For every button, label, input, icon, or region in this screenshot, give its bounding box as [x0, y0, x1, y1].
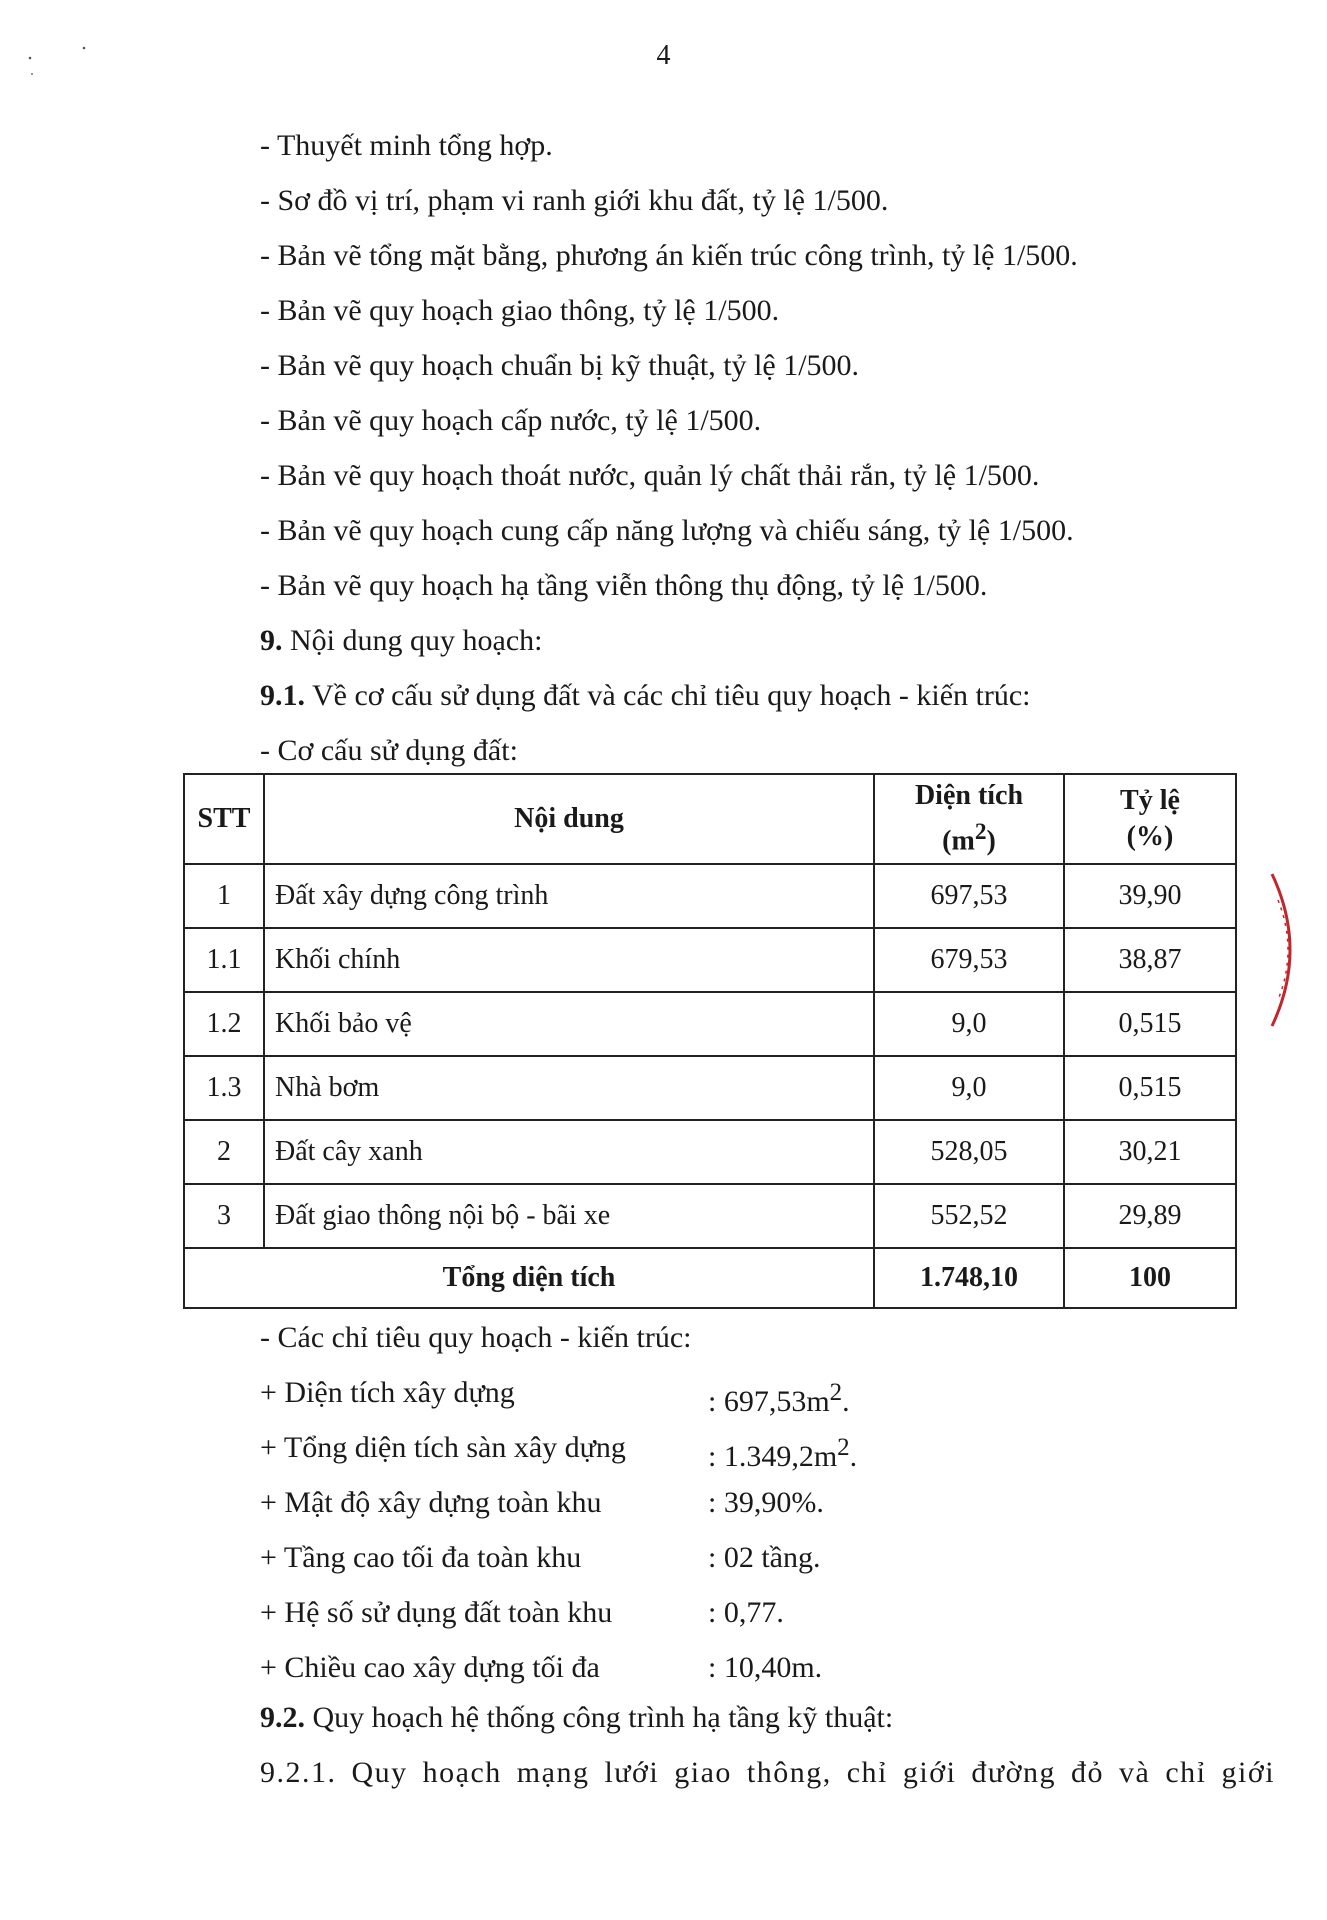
header-ratio [1064, 774, 1236, 864]
cell-area: 528,05 [874, 1120, 1064, 1184]
header-ratio-label: Tỷ lệ [1120, 785, 1180, 816]
table-row [184, 992, 1236, 1056]
red-stamp-seal [1268, 870, 1308, 1030]
indicator-value-tail: . [842, 1385, 850, 1418]
indicator-label: + Chiều cao xây dựng tối đa [260, 1651, 600, 1684]
header-content: Nội dung [264, 774, 874, 864]
header-area-unit-sup: 2 [974, 819, 987, 846]
section-number: 9.1. [260, 679, 305, 712]
section-heading-9-2 [260, 1690, 1240, 1745]
indicators-section [260, 1310, 1240, 1695]
indicator-label: + Tầng cao tối đa toàn khu [260, 1541, 582, 1574]
total-ratio: 100 [1064, 1248, 1236, 1308]
indicator-value-tail: . [849, 1440, 858, 1473]
table-row [184, 864, 1236, 928]
cell-area: 9,0 [874, 1056, 1064, 1120]
cell-stt: 3 [184, 1184, 264, 1248]
list-item: - Bản vẽ quy hoạch chuẩn bị kỹ thuật, tỷ lệ 1/500. [260, 349, 860, 382]
list-item: - Bản vẽ quy hoạch cung cấp năng lượng và chiếu sáng, tỷ lệ 1/500. [260, 514, 1074, 547]
indicator-value: : 02 tầng. [708, 1541, 821, 1574]
list-item: - Sơ đồ vị trí, phạm vi ranh giới khu đất, tỷ lệ 1/500. [260, 184, 889, 217]
indicator-label: + Mật độ xây dựng toàn khu [260, 1486, 602, 1519]
cell-area: 552,52 [874, 1184, 1064, 1248]
header-stt: STT [184, 774, 264, 864]
table-row [184, 928, 1236, 992]
scan-specks [22, 40, 102, 80]
cell-content: Đất giao thông nội bộ - bãi xe [264, 1184, 874, 1248]
indicator-row [260, 1420, 1240, 1475]
header-ratio-unit: (%) [1126, 821, 1174, 852]
indicator-label: + Diện tích xây dựng [260, 1376, 515, 1409]
indicator-row [260, 1530, 1240, 1585]
cell-stt: 1 [184, 864, 264, 928]
cell-area: 697,53 [874, 864, 1064, 928]
section-heading-9-1 [260, 668, 1240, 723]
header-area-unit: (m [942, 825, 975, 857]
section-heading-9-2-1: 9.2.1. Quy hoạch mạng lưới giao thông, chỉ giới đường đỏ và chỉ giới [260, 1756, 1276, 1789]
cell-content: Nhà bơm [264, 1056, 874, 1120]
indicator-row [260, 1585, 1240, 1640]
header-area [874, 774, 1064, 864]
cell-ratio: 39,90 [1064, 864, 1236, 928]
table-header-row [184, 774, 1236, 864]
indicator-value-sup: 2 [837, 1434, 850, 1461]
cell-area: 9,0 [874, 992, 1064, 1056]
list-item: - Bản vẽ quy hoạch giao thông, tỷ lệ 1/500. [260, 294, 780, 327]
section-number: 9. [260, 624, 283, 657]
cell-content: Đất cây xanh [264, 1120, 874, 1184]
cell-ratio: 38,87 [1064, 928, 1236, 992]
indicator-value: : 0,77. [708, 1596, 784, 1629]
indicator-value: : 39,90%. [708, 1486, 824, 1519]
cell-stt: 2 [184, 1120, 264, 1184]
section-title: Nội dung quy hoạch: [282, 624, 543, 657]
list-item: - Bản vẽ quy hoạch cấp nước, tỷ lệ 1/500. [260, 404, 762, 437]
table-row [184, 1184, 1236, 1248]
cell-content: Khối chính [264, 928, 874, 992]
indicator-value: : 10,40m. [708, 1651, 823, 1684]
indicator-row [260, 1365, 1240, 1420]
cell-stt: 1.3 [184, 1056, 264, 1120]
list-item: - Bản vẽ quy hoạch thoát nước, quản lý chất thải rắn, tỷ lệ 1/500. [260, 459, 1040, 492]
table-total-row [184, 1248, 1236, 1308]
indicator-label: + Hệ số sử dụng đất toàn khu [260, 1596, 613, 1629]
section-title: Quy hoạch hệ thống công trình hạ tầng kỹ thuật: [305, 1701, 894, 1734]
cell-ratio: 30,21 [1064, 1120, 1236, 1184]
cell-stt: 1.1 [184, 928, 264, 992]
page-number: 4 [656, 40, 671, 71]
table-row [184, 1056, 1236, 1120]
list-item: - Bản vẽ quy hoạch hạ tầng viễn thông thụ động, tỷ lệ 1/500. [260, 569, 988, 602]
indicator-value-text: : 1.349,2m [708, 1440, 838, 1473]
section-heading-9 [260, 613, 1240, 668]
continuation-section [260, 1690, 1276, 1800]
total-area: 1.748,10 [874, 1248, 1064, 1308]
list-item: - Thuyết minh tổng hợp. [260, 129, 553, 162]
cell-content: Đất xây dựng công trình [264, 864, 874, 928]
header-area-unit-close: ) [986, 825, 996, 857]
land-use-heading: - Cơ cấu sử dụng đất: [260, 734, 518, 767]
section-number: 9.2. [260, 1701, 305, 1734]
list-item: - Bản vẽ tổng mặt bằng, phương án kiến trúc công trình, tỷ lệ 1/500. [260, 239, 1078, 272]
cell-stt: 1.2 [184, 992, 264, 1056]
total-label: Tổng diện tích [184, 1248, 874, 1308]
table-row [184, 1120, 1236, 1184]
indicator-label: + Tổng diện tích sàn xây dựng [260, 1431, 626, 1464]
cell-content: Khối bảo vệ [264, 992, 874, 1056]
section-title: Về cơ cấu sử dụng đất và các chỉ tiêu quy hoạch - kiến trúc: [305, 679, 1031, 712]
indicators-heading: - Các chỉ tiêu quy hoạch - kiến trúc: [260, 1321, 692, 1354]
cell-ratio: 0,515 [1064, 1056, 1236, 1120]
indicator-value-text: : 697,53m [708, 1385, 830, 1418]
land-use-table [183, 773, 1237, 1309]
indicator-value-sup: 2 [829, 1379, 843, 1406]
indicator-row [260, 1640, 1240, 1695]
cell-ratio: 0,515 [1064, 992, 1236, 1056]
indicator-row [260, 1475, 1240, 1530]
document-body [260, 118, 1240, 778]
header-area-label: Diện tích [914, 780, 1024, 812]
cell-area: 679,53 [874, 928, 1064, 992]
cell-ratio: 29,89 [1064, 1184, 1236, 1248]
